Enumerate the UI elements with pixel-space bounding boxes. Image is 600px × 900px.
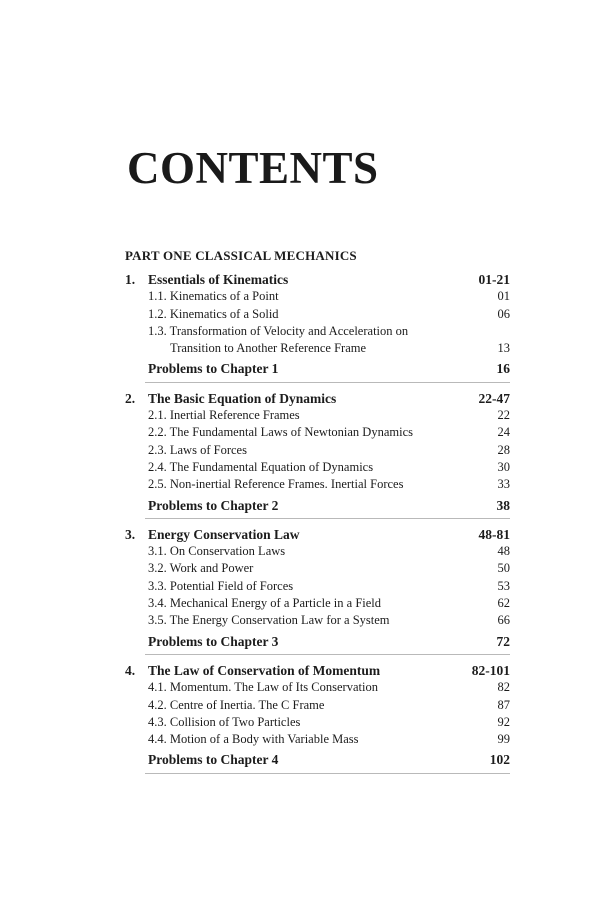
toc-item-label: 3.4. Mechanical Energy of a Particle in a Field <box>148 596 382 611</box>
section-divider <box>145 773 510 774</box>
toc-item <box>148 459 510 476</box>
toc-item <box>148 714 510 731</box>
toc-item-page: 28 <box>497 442 510 457</box>
problems-label: Problems to Chapter 3 <box>148 633 279 649</box>
toc-item-label: 4.4. Motion of a Body with Variable Mass <box>148 732 359 747</box>
toc-item-line2: Transition to Another Reference Frame <box>170 341 367 356</box>
toc-item <box>148 560 510 577</box>
chapter-page-range: 01-21 <box>478 272 510 287</box>
toc-item <box>148 679 510 696</box>
toc-item-page: 30 <box>497 459 510 474</box>
problems-row <box>148 633 510 650</box>
toc-item <box>148 595 510 612</box>
toc-item-page: 01 <box>497 289 510 304</box>
chapter-heading <box>125 526 510 543</box>
problems-label: Problems to Chapter 1 <box>148 361 279 377</box>
toc-chapter-4 <box>125 662 510 774</box>
toc-item-label: 1.1. Kinematics of a Point <box>148 289 279 304</box>
chapter-number: 3. <box>125 526 136 542</box>
toc-chapter-2 <box>125 390 510 519</box>
toc-chapter-3 <box>125 526 510 655</box>
toc-item <box>148 697 510 714</box>
chapter-number: 1. <box>125 272 136 287</box>
toc-item-page: 66 <box>497 613 510 628</box>
toc-item-page: 13 <box>497 341 510 356</box>
toc-item-line1: 1.3. Transformation of Velocity and Acceleration on <box>148 323 409 338</box>
chapter-page-range: 22-47 <box>478 390 510 406</box>
toc-item-label: 1.2. Kinematics of a Solid <box>148 306 279 321</box>
toc-item-label: 2.3. Laws of Forces <box>148 442 247 457</box>
toc-item-page: 06 <box>497 306 510 321</box>
problems-page: 38 <box>496 497 510 513</box>
toc-item-page: 92 <box>497 714 510 729</box>
chapter-page-range: 48-81 <box>478 526 510 542</box>
chapter-heading <box>125 662 510 679</box>
toc-item-page: 22 <box>497 408 510 423</box>
toc-item-page: 87 <box>497 697 510 712</box>
chapter-heading <box>125 271 510 288</box>
toc-item-page: 33 <box>497 477 510 492</box>
toc-item-label: 3.2. Work and Power <box>148 561 254 576</box>
toc-item <box>148 731 510 748</box>
section-divider <box>145 654 510 655</box>
page-title: CONTENTS <box>127 143 379 193</box>
toc-item-label: 2.1. Inertial Reference Frames <box>148 408 300 423</box>
toc-item <box>148 306 510 323</box>
toc-item-label: 3.3. Potential Field of Forces <box>148 578 294 593</box>
toc-item-page: 53 <box>497 578 510 593</box>
toc-item <box>148 476 510 493</box>
toc-item <box>148 578 510 595</box>
toc-item <box>148 323 510 358</box>
part-header: PART ONE CLASSICAL MECHANICS <box>125 248 357 263</box>
toc-item-page: 82 <box>497 680 510 695</box>
toc-item-label: 3.5. The Energy Conservation Law for a System <box>148 613 390 628</box>
chapter-page-range: 82-101 <box>471 662 510 678</box>
toc-item <box>148 442 510 459</box>
toc-chapter-1 <box>125 271 510 383</box>
toc-item <box>148 288 510 305</box>
chapter-number: 4. <box>125 662 136 678</box>
section-divider <box>145 382 510 383</box>
toc-item <box>148 612 510 629</box>
toc-item-label: 2.2. The Fundamental Laws of Newtonian Dynamics <box>148 425 413 440</box>
chapter-title: Energy Conservation Law <box>148 526 300 542</box>
section-divider <box>145 518 510 519</box>
chapter-number: 2. <box>125 390 136 406</box>
toc-item-label: 4.1. Momentum. The Law of Its Conservation <box>148 680 378 695</box>
chapter-title: The Basic Equation of Dynamics <box>148 390 337 406</box>
chapter-title: The Law of Conservation of Momentum <box>148 662 381 678</box>
problems-label: Problems to Chapter 4 <box>148 752 279 768</box>
problems-label: Problems to Chapter 2 <box>148 497 279 513</box>
toc-item-label: 2.4. The Fundamental Equation of Dynamics <box>148 459 374 474</box>
toc-item-page: 99 <box>497 732 510 747</box>
toc-item-label: 3.1. On Conservation Laws <box>148 544 286 559</box>
chapter-title: Essentials of Kinematics <box>148 272 289 287</box>
toc-item-label: 2.5. Non-inertial Reference Frames. Inertial Forces <box>148 477 404 492</box>
toc-item-label: 4.3. Collision of Two Particles <box>148 714 301 729</box>
problems-row <box>148 360 510 377</box>
problems-page: 102 <box>489 752 510 768</box>
chapter-heading <box>125 390 510 407</box>
problems-page: 72 <box>496 633 510 649</box>
toc-item-label <box>148 323 486 358</box>
problems-page: 16 <box>496 361 510 377</box>
toc-item-page: 24 <box>497 425 510 440</box>
toc-item <box>148 543 510 560</box>
toc-item-page: 48 <box>497 544 510 559</box>
problems-row <box>148 497 510 514</box>
problems-row <box>148 751 510 768</box>
toc-item <box>148 407 510 424</box>
toc-item <box>148 424 510 441</box>
toc-item-page: 50 <box>497 561 510 576</box>
toc-item-label: 4.2. Centre of Inertia. The C Frame <box>148 697 325 712</box>
toc-item-page: 62 <box>497 596 510 611</box>
